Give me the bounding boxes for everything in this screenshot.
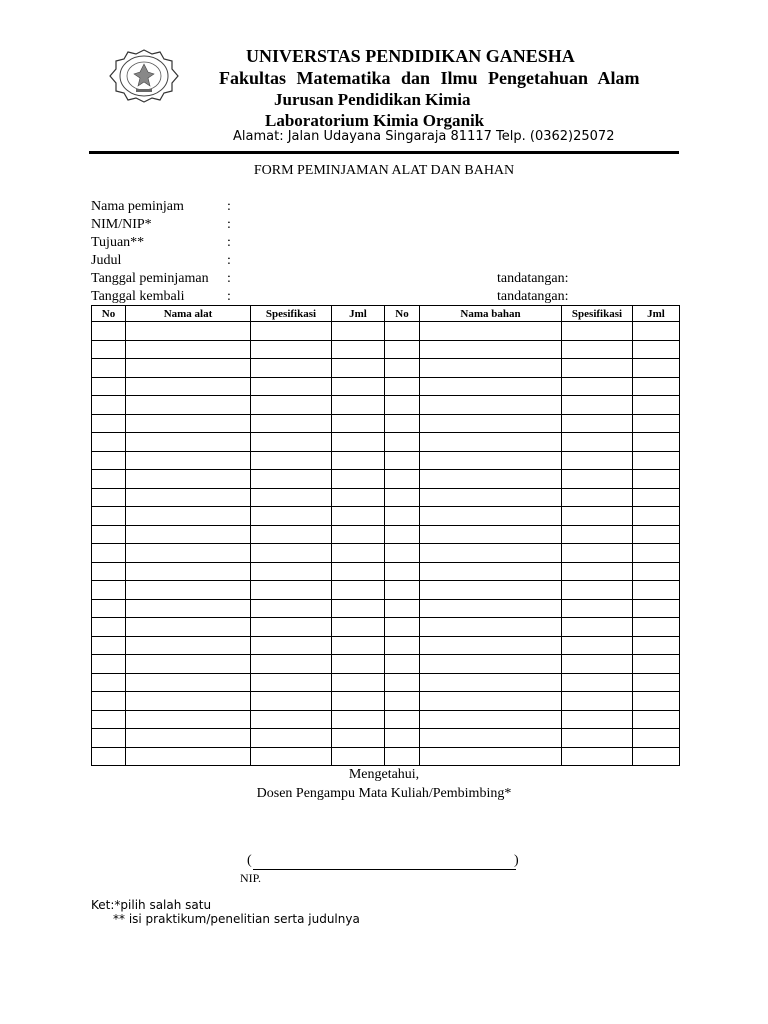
table-row <box>92 710 680 729</box>
table-cell <box>420 710 562 729</box>
table-cell <box>385 655 420 674</box>
table-cell <box>385 692 420 711</box>
table-cell <box>251 618 332 637</box>
field-colon: : <box>227 271 231 286</box>
table-cell <box>633 414 680 433</box>
form-title: FORM PEMINJAMAN ALAT DAN BAHAN <box>253 163 515 178</box>
table-cell <box>562 340 633 359</box>
table-cell <box>332 581 385 600</box>
table-cell <box>251 470 332 489</box>
address-line: Alamat: Jalan Udayana Singaraja 81117 Telp. (0362)25072 <box>233 129 615 144</box>
table-cell <box>251 451 332 470</box>
table-cell <box>385 340 420 359</box>
table-cell <box>562 636 633 655</box>
table-cell <box>251 525 332 544</box>
table-cell <box>420 729 562 748</box>
field-label-judul: Judul <box>91 253 122 268</box>
table-cell <box>562 618 633 637</box>
table-cell <box>385 581 420 600</box>
table-cell <box>126 322 251 341</box>
table-cell <box>385 470 420 489</box>
col-header-spesifikasi: Spesifikasi <box>562 306 633 322</box>
table-cell <box>332 414 385 433</box>
table-row <box>92 562 680 581</box>
col-header-nama-bahan: Nama bahan <box>420 306 562 322</box>
table-cell <box>420 599 562 618</box>
table-cell <box>562 581 633 600</box>
table-cell <box>385 747 420 766</box>
table-cell <box>633 488 680 507</box>
table-cell <box>385 359 420 378</box>
header-divider <box>89 151 679 154</box>
table-cell <box>633 525 680 544</box>
table-cell <box>633 581 680 600</box>
table-row <box>92 507 680 526</box>
table-cell <box>420 451 562 470</box>
table-cell <box>251 673 332 692</box>
table-cell <box>562 470 633 489</box>
table-cell <box>126 377 251 396</box>
table-cell <box>251 340 332 359</box>
footnote-2: ** isi praktikum/penelitian serta judulnya <box>113 912 360 926</box>
university-name: UNIVERSTAS PENDIDIKAN GANESHA <box>246 46 575 66</box>
table-cell <box>385 396 420 415</box>
table-cell <box>332 562 385 581</box>
table-cell <box>251 729 332 748</box>
table-cell <box>562 322 633 341</box>
table-cell <box>251 396 332 415</box>
table-cell <box>92 396 126 415</box>
table-cell <box>126 544 251 563</box>
table-cell <box>126 562 251 581</box>
table-cell <box>251 488 332 507</box>
table-cell <box>420 581 562 600</box>
table-cell <box>562 525 633 544</box>
table-cell <box>332 692 385 711</box>
table-cell <box>385 433 420 452</box>
table-cell <box>251 433 332 452</box>
table-cell <box>562 655 633 674</box>
table-row <box>92 451 680 470</box>
table-cell <box>562 377 633 396</box>
col-header-no: No <box>385 306 420 322</box>
table-row <box>92 636 680 655</box>
table-cell <box>562 599 633 618</box>
field-label-tujuan: Tujuan** <box>91 235 145 250</box>
table-cell <box>332 525 385 544</box>
table-cell <box>92 581 126 600</box>
table-cell <box>385 544 420 563</box>
table-cell <box>633 599 680 618</box>
table-row <box>92 544 680 563</box>
table-cell <box>562 692 633 711</box>
table-cell <box>126 359 251 378</box>
table-cell <box>385 636 420 655</box>
table-cell <box>633 747 680 766</box>
table-cell <box>385 525 420 544</box>
lab-name: Laboratorium Kimia Organik <box>265 111 485 130</box>
table-row <box>92 322 680 341</box>
table-cell <box>92 636 126 655</box>
signature-label: tandatangan: <box>497 271 569 286</box>
table-cell <box>420 747 562 766</box>
table-cell <box>126 470 251 489</box>
table-cell <box>126 729 251 748</box>
table-cell <box>126 618 251 637</box>
table-row <box>92 673 680 692</box>
table-cell <box>562 433 633 452</box>
table-cell <box>332 451 385 470</box>
table-row <box>92 729 680 748</box>
table-cell <box>562 747 633 766</box>
table-cell <box>420 396 562 415</box>
table-cell <box>332 655 385 674</box>
table-cell <box>385 507 420 526</box>
signature-label: tandatangan: <box>497 289 569 304</box>
table-cell <box>420 507 562 526</box>
table-cell <box>332 396 385 415</box>
faculty-name: Fakultas Matematika dan Ilmu Pengetahuan Alam <box>219 68 640 88</box>
table-cell <box>126 599 251 618</box>
table-cell <box>385 710 420 729</box>
table-cell <box>420 359 562 378</box>
table-cell <box>562 562 633 581</box>
table-cell <box>385 562 420 581</box>
table-cell <box>332 488 385 507</box>
table-cell <box>251 692 332 711</box>
table-cell <box>92 340 126 359</box>
table-cell <box>633 359 680 378</box>
table-cell <box>385 451 420 470</box>
table-cell <box>385 414 420 433</box>
table-cell <box>126 655 251 674</box>
table-row <box>92 414 680 433</box>
table-cell <box>332 359 385 378</box>
supervisor-role: Dosen Pengampu Mata Kuliah/Pembimbing* <box>256 786 512 801</box>
table-row <box>92 525 680 544</box>
signature-paren-close: ) <box>514 853 519 868</box>
field-colon: : <box>227 235 231 250</box>
table-cell <box>633 322 680 341</box>
table-cell <box>251 414 332 433</box>
table-cell <box>92 692 126 711</box>
table-cell <box>332 729 385 748</box>
field-label-tanggal-pinjam: Tanggal peminjaman <box>91 271 209 286</box>
table-body <box>92 322 680 766</box>
table-cell <box>92 525 126 544</box>
table-cell <box>332 340 385 359</box>
table-cell <box>633 636 680 655</box>
table-cell <box>126 488 251 507</box>
table-cell <box>562 544 633 563</box>
field-colon: : <box>227 253 231 268</box>
table-cell <box>92 451 126 470</box>
table-cell <box>92 599 126 618</box>
table-cell <box>92 618 126 637</box>
table-cell <box>126 414 251 433</box>
table-cell <box>126 340 251 359</box>
table-cell <box>126 636 251 655</box>
col-header-nama-alat: Nama alat <box>126 306 251 322</box>
table-cell <box>251 544 332 563</box>
table-cell <box>562 710 633 729</box>
table-cell <box>562 729 633 748</box>
table-cell <box>332 322 385 341</box>
table-header-row <box>92 306 680 322</box>
table-cell <box>92 359 126 378</box>
col-header-jml: Jml <box>332 306 385 322</box>
table-row <box>92 377 680 396</box>
table-cell <box>385 618 420 637</box>
table-cell <box>633 433 680 452</box>
table-cell <box>420 488 562 507</box>
table-cell <box>251 507 332 526</box>
table-cell <box>251 599 332 618</box>
table-cell <box>251 655 332 674</box>
university-logo-icon <box>108 48 180 104</box>
table-cell <box>332 507 385 526</box>
table-cell <box>251 636 332 655</box>
table-cell <box>126 451 251 470</box>
table-cell <box>562 396 633 415</box>
table-cell <box>92 322 126 341</box>
table-cell <box>385 377 420 396</box>
table-row <box>92 470 680 489</box>
table-cell <box>126 525 251 544</box>
table-cell <box>126 747 251 766</box>
table-cell <box>126 433 251 452</box>
table-cell <box>420 470 562 489</box>
acknowledged-label: Mengetahui, <box>348 767 420 782</box>
table-cell <box>332 470 385 489</box>
table-cell <box>420 525 562 544</box>
table-cell <box>332 433 385 452</box>
loan-table <box>91 305 680 766</box>
table-cell <box>332 747 385 766</box>
col-header-jml: Jml <box>633 306 680 322</box>
table-cell <box>251 710 332 729</box>
table-cell <box>633 655 680 674</box>
table-row <box>92 618 680 637</box>
table-cell <box>420 433 562 452</box>
table-cell <box>633 544 680 563</box>
table-cell <box>92 488 126 507</box>
table-cell <box>633 451 680 470</box>
table-cell <box>251 747 332 766</box>
table-cell <box>420 692 562 711</box>
table-cell <box>251 562 332 581</box>
table-cell <box>633 562 680 581</box>
table-cell <box>251 377 332 396</box>
col-header-spesifikasi: Spesifikasi <box>251 306 332 322</box>
table-cell <box>633 673 680 692</box>
table-cell <box>633 396 680 415</box>
field-label-tanggal-kembali: Tanggal kembali <box>91 289 185 304</box>
field-label-nim: NIM/NIP* <box>91 217 152 232</box>
table-cell <box>633 507 680 526</box>
table-cell <box>420 414 562 433</box>
table-cell <box>385 729 420 748</box>
table-cell <box>92 377 126 396</box>
table-cell <box>332 544 385 563</box>
table-cell <box>420 562 562 581</box>
table-cell <box>385 322 420 341</box>
table-cell <box>420 636 562 655</box>
table-cell <box>92 747 126 766</box>
table-cell <box>562 507 633 526</box>
table-cell <box>332 618 385 637</box>
table-row <box>92 655 680 674</box>
table-cell <box>633 692 680 711</box>
table-cell <box>420 377 562 396</box>
table-cell <box>332 710 385 729</box>
table-cell <box>420 655 562 674</box>
table-cell <box>633 470 680 489</box>
table-cell <box>562 488 633 507</box>
table-cell <box>92 673 126 692</box>
table-cell <box>633 377 680 396</box>
table-cell <box>562 414 633 433</box>
signature-paren-open: ( <box>247 853 252 868</box>
table-cell <box>126 507 251 526</box>
table-cell <box>420 673 562 692</box>
table-cell <box>385 599 420 618</box>
table-cell <box>420 618 562 637</box>
field-colon: : <box>227 217 231 232</box>
table-cell <box>126 710 251 729</box>
table-cell <box>92 544 126 563</box>
table-cell <box>92 470 126 489</box>
table-cell <box>251 581 332 600</box>
table-cell <box>332 636 385 655</box>
table-cell <box>126 581 251 600</box>
table-cell <box>562 673 633 692</box>
table-cell <box>562 451 633 470</box>
table-cell <box>126 673 251 692</box>
table-row <box>92 747 680 766</box>
department-name: Jurusan Pendidikan Kimia <box>274 90 471 109</box>
table-cell <box>92 433 126 452</box>
table-cell <box>420 322 562 341</box>
table-row <box>92 359 680 378</box>
table-cell <box>92 562 126 581</box>
table-row <box>92 433 680 452</box>
table-cell <box>633 729 680 748</box>
table-cell <box>92 710 126 729</box>
signature-line <box>253 869 516 870</box>
table-cell <box>633 618 680 637</box>
field-colon: : <box>227 289 231 304</box>
nip-label: NIP. <box>240 871 262 885</box>
table-row <box>92 340 680 359</box>
table-cell <box>92 414 126 433</box>
table-cell <box>420 340 562 359</box>
table-row <box>92 599 680 618</box>
table-cell <box>420 544 562 563</box>
field-colon: : <box>227 199 231 214</box>
table-cell <box>332 599 385 618</box>
table-cell <box>332 673 385 692</box>
table-cell <box>385 488 420 507</box>
table-cell <box>332 377 385 396</box>
table-row <box>92 692 680 711</box>
table-row <box>92 396 680 415</box>
table-row <box>92 581 680 600</box>
table-cell <box>251 322 332 341</box>
table-cell <box>126 692 251 711</box>
table-row <box>92 488 680 507</box>
table-cell <box>92 507 126 526</box>
field-label-nama: Nama peminjam <box>91 199 184 214</box>
table-cell <box>385 673 420 692</box>
footnote-1: Ket:*pilih salah satu <box>91 898 212 912</box>
table-cell <box>251 359 332 378</box>
table-cell <box>92 655 126 674</box>
table-cell <box>562 359 633 378</box>
table-cell <box>126 396 251 415</box>
table-cell <box>92 729 126 748</box>
table-cell <box>633 710 680 729</box>
col-header-no: No <box>92 306 126 322</box>
table-cell <box>633 340 680 359</box>
